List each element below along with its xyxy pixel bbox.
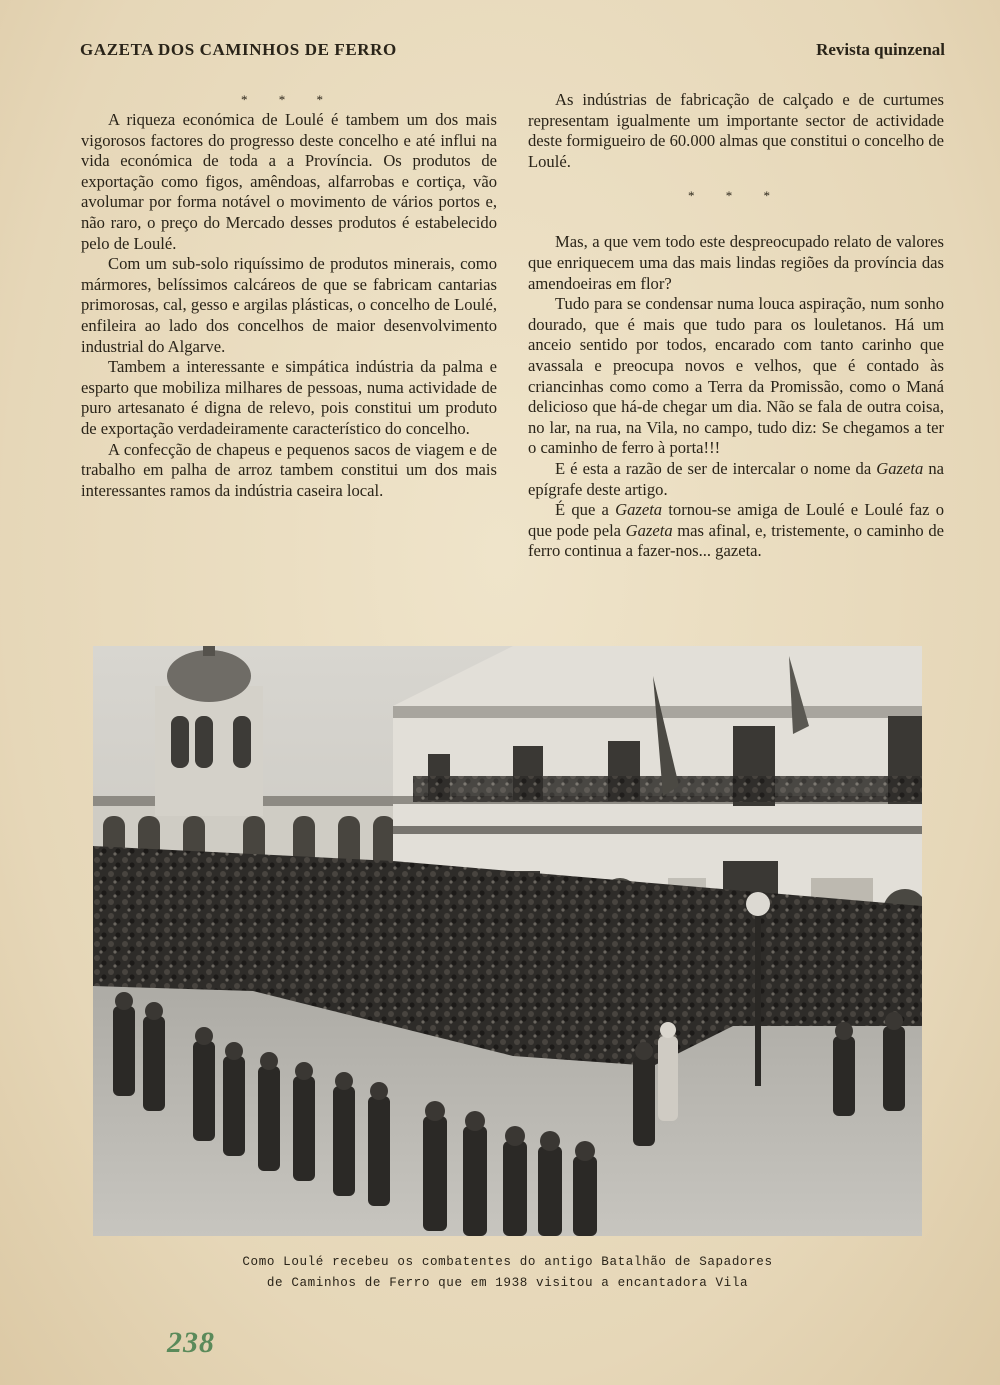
photo-caption (93, 1252, 922, 1294)
text-span: na epígrafe deste artigo. (528, 458, 944, 499)
paragraph: Tudo para se condensar numa louca aspiração, num sonho dourado, que é mais que tudo para os louletanos. Há um anceio sentido por todos, encarado com tanto carinho que avassala e preocupa novos e velhos, que é contado às criancinhas como como a Terra da Promissão, como o Maná delicioso que há-de chegar um dia. Não se fala de outra coisa, no lar, na rua, na Vila, no campo, tudo diz: Se chegamos a ter o caminho de ferro à porta!!! (528, 294, 944, 458)
paragraph: As indústrias de fabricação de calçado e de curtumes representam igualmente um importante sector de actividade deste formigueiro de 60.000 almas que constitui o concelho de Loulé. (528, 90, 944, 171)
text-span: mas afinal, e, tristemente, o caminho de ferro continua a fazer-nos... gazeta. (528, 520, 944, 561)
paragraph: A confecção de chapeus e pequenos sacos de viagem e de trabalho em palha de arroz tambem constitui um dos mais interessantes ramos da indústria caseira local. (81, 439, 497, 500)
section-separator: * * * (688, 188, 784, 204)
paragraph (528, 500, 944, 562)
photo-illustration (93, 646, 922, 1236)
historic-photograph (93, 646, 922, 1236)
left-column (81, 90, 497, 501)
page-number: 238 (167, 1326, 215, 1359)
publication-title: GAZETA DOS CAMINHOS DE FERRO (80, 40, 397, 59)
text-span: E é esta a razão de ser de intercalar o nome da (555, 458, 877, 478)
publication-subtitle: Revista quinzenal (816, 40, 945, 59)
paragraph: A riqueza económica de Loulé é tambem um dos mais vigorosos factores do progresso deste concelho e até influi na vida económica de toda a a Província. Os produtos de exportação como figos, amêndoas, alfarrobas e cortiça, vão avolumar por forma notável o movimento de vários portos e, não raro, o preço do Mercado desses produtos é estabelecido pelo de Loulé. (81, 110, 497, 253)
italic-name: Gazeta (615, 500, 663, 520)
caption-line: de Caminhos de Ferro que em 1938 visitou a encantadora Vila (266, 1276, 749, 1290)
caption-line: Como Loulé recebeu os combatentes do antigo Batalhão de Sapadores (242, 1255, 773, 1269)
paragraph (528, 459, 944, 500)
italic-name: Gazeta (876, 458, 924, 478)
right-column (528, 90, 944, 562)
paragraph: Tambem a interessante e simpática indústria da palma e esparto que mobiliza milhares de pessoas, numa actividade de puro artesanato é digna de relevo, pois constitui um produto de exportação verdadeiramente característico do concelho. (81, 357, 497, 438)
paragraph: Mas, a que vem todo este despreocupado relato de valores que enriquecem uma das mais lindas regiões da província das amendoeiras em flor? (528, 232, 944, 293)
section-separator: * * * (241, 92, 337, 107)
paragraph: Com um sub-solo riquíssimo de produtos minerais, como mármores, belíssimos calcáreos de que se fabricam cantarias primorosas, cal, gesso e argilas plásticas, o concelho de Loulé, enfileira ao lado dos concelhos de maior desenvolvimento industrial do Algarve. (81, 254, 497, 356)
text-span: É que a (555, 500, 616, 520)
italic-name: Gazeta (625, 520, 673, 540)
text-span: tornou-se amiga de Loulé e Loulé faz o que pode pela (528, 500, 944, 540)
